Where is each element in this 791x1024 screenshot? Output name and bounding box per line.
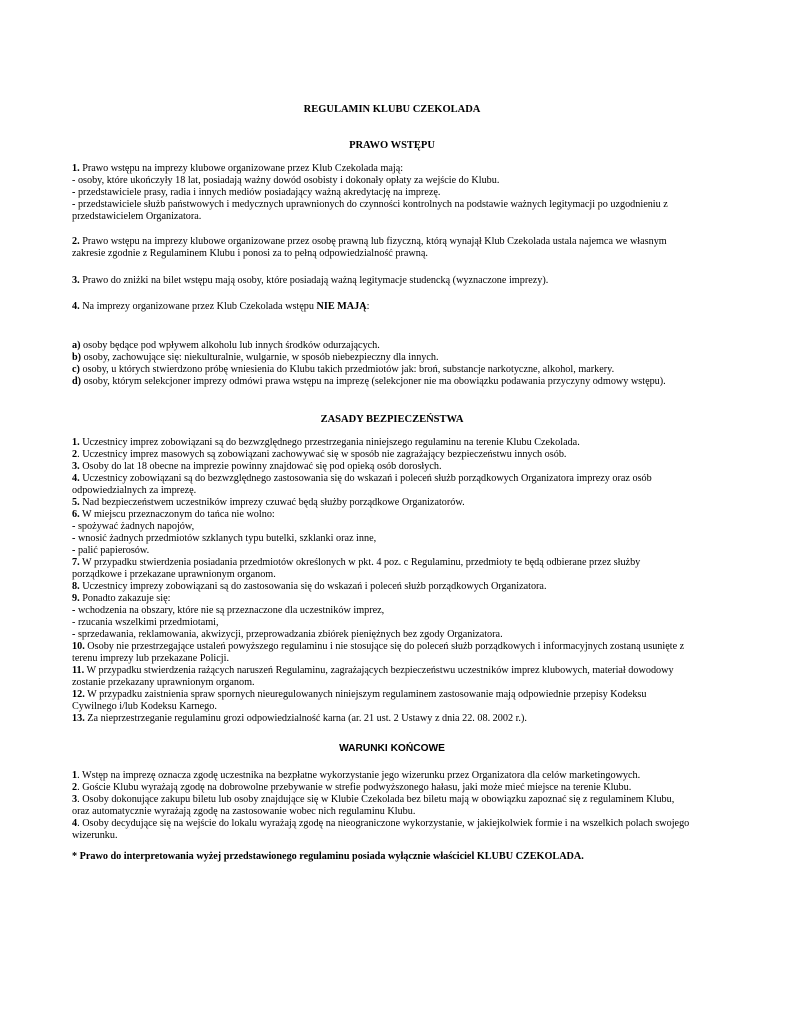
text-line: 12. W przypadku zaistnienia spraw spornych nieuregulowanych niniejszym regulaminem zastosowanie mają odpowiednie przepisy Kodeksu — [72, 689, 647, 700]
text-line: - rzucania wszelkimi przedmiotami, — [72, 617, 219, 628]
paragraph-1-line-4: - przedstawiciele służb państwowych i medycznych uprawnionych do czynności kontrolnych na podstawie ważnych legitymacji po uzgodnieniu z — [72, 199, 668, 210]
paragraph-2 — [72, 236, 712, 260]
exclusion-list — [72, 340, 712, 388]
text-line: odpowiedzialnych za imprezę. — [72, 485, 197, 496]
paragraph-3: 3. Prawo do zniżki na bilet wstępu mają osoby, które posiadają ważną legitymacje studencką (wyznaczone imprezy). — [72, 275, 549, 286]
paragraph-2-line-1: 2. Prawo wstępu na imprezy klubowe organizowane przez osobę prawną lub fizyczną, którą wynajął Klub Czekolada ustala najemca we własnym — [72, 236, 667, 247]
text-line: - sprzedawania, reklamowania, akwizycji, przeprowadzania zbiórek pieniężnych bez zgody Organizatora. — [72, 629, 503, 640]
text-line: - spożywać żadnych napojów, — [72, 521, 195, 532]
safety-rules — [72, 437, 712, 725]
text-line: 10. Osoby nie przestrzegające ustaleń powyższego regulaminu i nie stosujące się do poleceń służb porządkowych i informacyjnych zostaną usunięte z — [72, 641, 685, 652]
text-line: 9. Ponadto zakazuje się: — [72, 593, 171, 604]
text-line: oraz automatycznie wyrażają zgodę na zastosowanie wobec nich regulaminu Klubu. — [72, 806, 416, 817]
paragraph-1-line-5: przedstawicielem Organizatora. — [72, 211, 202, 222]
text-line: 4. Osoby decydujące się na wejście do lokalu wyrażają zgodę na nieograniczone wykorzystanie, w jakiejkolwiek formie i na wszelkich polach swojego — [72, 818, 690, 829]
text-line: porządkowe i przekazane uprawnionym organom. — [72, 569, 276, 580]
text-line: 1. Uczestnicy imprez zobowiązani są do bezwzględnego przestrzegania niniejszego regulaminu na terenie Klubu Czekolada. — [72, 437, 580, 448]
text-line: terenu imprezy lub przekazane Policji. — [72, 653, 229, 664]
text-line: 2. Uczestnicy imprez masowych są zobowiązani zachowywać się w sposób nie zagrażający bezpieczeństwu innych osób. — [72, 449, 567, 460]
text-line: 2. Goście Klubu wyrażają zgodę na dobrowolne przebywanie w strefie podwyższonego hałasu, jaki może mieć miejsce na terenie Klubu. — [72, 782, 632, 793]
list-item: c) osoby, u których stwierdzono próbę wniesienia do Klubu takich przedmiotów jak: broń, substancje narkotyczne, alkohol, markery. — [72, 364, 615, 375]
text-line: 5. Nad bezpieczeństwem uczestników imprezy czuwać będą służby porządkowe Organizatorów. — [72, 497, 465, 508]
section-heading-prawo-wstepu: PRAWO WSTĘPU — [349, 140, 435, 151]
text-line: 1. Wstęp na imprezę oznacza zgodę uczestnika na bezpłatne wykorzystanie jego wizerunku przez Organizatora dla celów marketingowych. — [72, 770, 641, 781]
text-line: 4. Uczestnicy zobowiązani są do bezwzględnego zastosowania się do wskazań i poleceń służb porządkowych Organizatora imprezy oraz osób — [72, 473, 652, 484]
paragraph-1 — [72, 163, 712, 223]
text-line: - wchodzenia na obszary, które nie są przeznaczone dla uczestników imprez, — [72, 605, 385, 616]
list-item: b) osoby, zachowujące się: niekulturalnie, wulgarnie, w sposób niebezpieczny dla innych. — [72, 352, 439, 363]
text-line: 13. Za nieprzestrzeganie regulaminu grozi odpowiedzialność karna (ar. 21 ust. 2 Ustawy z dnia 22. 08. 2002 r.). — [72, 713, 527, 724]
document-title: REGULAMIN KLUBU CZEKOLADA — [303, 104, 481, 115]
paragraph-2-line-2: zakresie zgodnie z Regulaminem Klubu i ponosi za to pełną odpowiedzialność prawną. — [72, 248, 428, 259]
text-line: - wnosić żadnych przedmiotów szklanych typu butelki, szklanki oraz inne, — [72, 533, 377, 544]
text-line: 3. Osoby dokonujące zakupu biletu lub osoby znajdujące się w Klubie Czekolada bez biletu mają w obowiązku zapoznać się z regulaminem Klubu, — [72, 794, 675, 805]
paragraph-4: 4. Na imprezy organizowane przez Klub Czekolada wstępu NIE MAJĄ: — [72, 301, 370, 312]
text-line: - palić papierosów. — [72, 545, 150, 556]
text-line: Cywilnego i/lub Kodeksu Karnego. — [72, 701, 217, 712]
text-line: zostanie przekazany uprawnionym organom. — [72, 677, 255, 688]
text-line: 7. W przypadku stwierdzenia posiadania przedmiotów określonych w pkt. 4 poz. c Regulaminu, przedmioty te będą odbierane przez służby — [72, 557, 641, 568]
section-heading-zasady-bezpieczenstwa: ZASADY BEZPIECZEŃSTWA — [320, 414, 464, 425]
text-line: 3. Osoby do lat 18 obecne na imprezie powinny znajdować się pod opieką osób dorosłych. — [72, 461, 442, 472]
text-line: wizerunku. — [72, 830, 118, 841]
paragraph-1-line-1: 1. Prawo wstępu na imprezy klubowe organizowane przez Klub Czekolada mają: — [72, 163, 404, 174]
text-line: 11. W przypadku stwierdzenia rażących naruszeń Regulaminu, zagrażających bezpieczeństwu uczestników imprez klubowych, materiał dowodowy — [72, 665, 674, 676]
final-terms — [72, 770, 712, 842]
section-heading-warunki-koncowe: WARUNKI KOŃCOWE — [339, 743, 445, 754]
list-item: d) osoby, którym selekcjoner imprezy odmówi prawa wstępu na imprezę (selekcjoner nie ma obowiązku podawania przyczyny odmowy wstępu). — [72, 376, 666, 387]
text-line: 8. Uczestnicy imprezy zobowiązani są do zastosowania się do wskazań i poleceń służb porządkowych Organizatora. — [72, 581, 547, 592]
paragraph-1-line-3: - przedstawiciele prasy, radia i innych mediów posiadający ważną akredytację na imprezę. — [72, 187, 441, 198]
footnote: * Prawo do interpretowania wyżej przedstawionego regulaminu posiada wyłącznie właściciel KLUBU CZEKOLADA. — [72, 851, 584, 862]
text-line: 6. W miejscu przeznaczonym do tańca nie wolno: — [72, 509, 275, 520]
list-item: a) osoby będące pod wpływem alkoholu lub innych środków odurzających. — [72, 340, 380, 351]
paragraph-1-line-2: - osoby, które ukończyły 18 lat, posiadają ważny dowód osobisty i dokonały opłaty za wejście do Klubu. — [72, 175, 500, 186]
